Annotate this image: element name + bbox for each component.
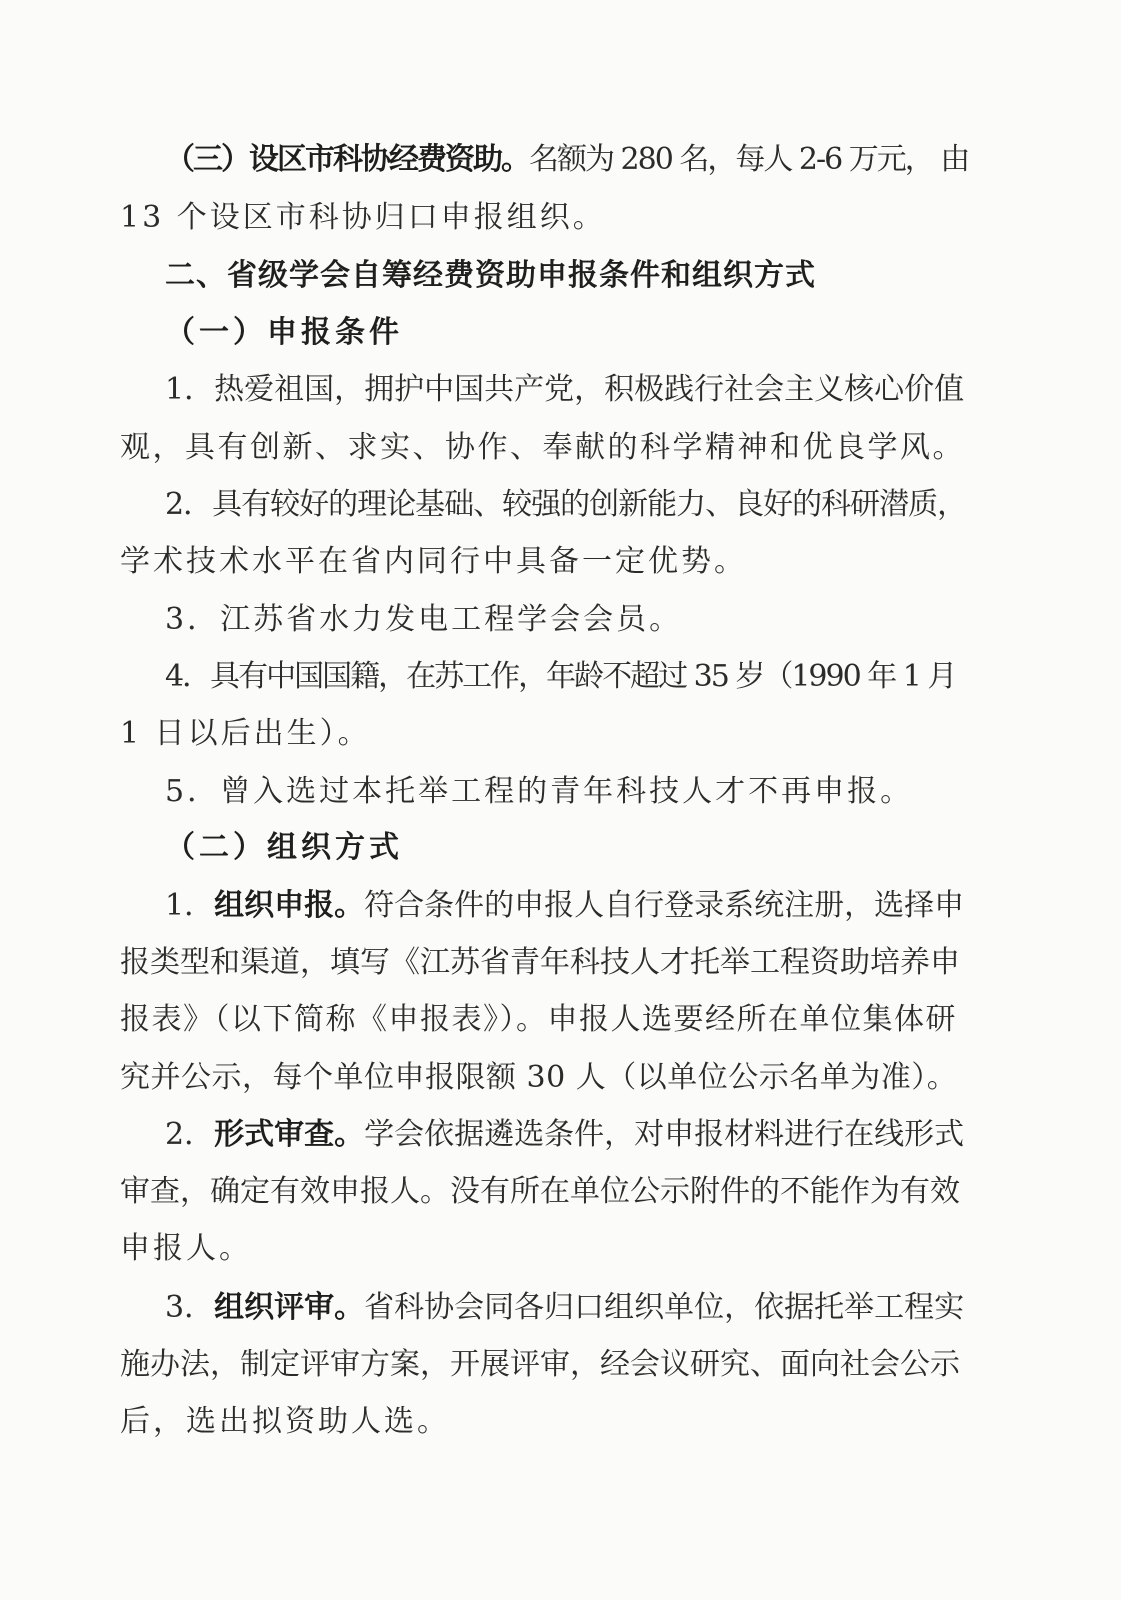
section3-label: （三）设区市科协经费资助。 bbox=[165, 142, 529, 177]
org-item-2-line1 bbox=[165, 1115, 964, 1155]
condition-item-4-line2: 1 日以后出生）。 bbox=[120, 716, 371, 751]
org-item-3-line2: 施办法，制定评审方案，开展评审，经会议研究、面向社会公示 bbox=[120, 1347, 960, 1382]
conditions-heading: （一）申报条件 bbox=[165, 315, 403, 350]
org-item-2-text: 学会依据遴选条件，对申报材料进行在线形式 bbox=[364, 1117, 965, 1152]
org-item-2-line3: 申报人。 bbox=[120, 1231, 252, 1266]
org-item-1-label: 组织申报。 bbox=[214, 888, 365, 923]
org-item-1-text: 符合条件的申报人自行登录系统注册，选择申 bbox=[364, 888, 965, 923]
org-item-1-line4: 究并公示，每个单位申报限额 30 人（以单位公示名单为准）。 bbox=[120, 1060, 958, 1095]
org-item-1-line3: 报表》（以下简称《申报表》）。申报人选要经所在单位集体研 bbox=[120, 1002, 957, 1037]
section-heading-2: 二、省级学会自筹经费资助申报条件和组织方式 bbox=[165, 258, 816, 293]
org-item-3-label: 组织评审。 bbox=[214, 1290, 365, 1325]
org-item-1-num: 1． bbox=[165, 888, 215, 923]
section3-line1 bbox=[165, 140, 968, 180]
org-item-3-line3: 后，选出拟资助人选。 bbox=[120, 1404, 450, 1439]
section3-line2: 13 个设区市科协归口申报组织。 bbox=[120, 200, 606, 235]
org-item-1-line1 bbox=[165, 886, 964, 926]
condition-item-4-line1: 4．具有中国国籍，在苏工作，年龄不超过 35 岁（1990 年 1 月 bbox=[165, 659, 956, 694]
org-item-3-num: 3． bbox=[165, 1290, 215, 1325]
org-item-3-line1 bbox=[165, 1288, 964, 1328]
condition-item-2-line2: 学术技术水平在省内同行中具备一定优势。 bbox=[120, 544, 747, 579]
condition-item-3: 3．江苏省水力发电工程学会会员。 bbox=[165, 602, 683, 637]
condition-item-1-line2: 观，具有创新、求实、协作、奉献的科学精神和优良学风。 bbox=[120, 430, 965, 465]
condition-item-5: 5．曾入选过本托举工程的青年科技人才不再申报。 bbox=[165, 774, 914, 809]
org-item-2-label: 形式审查。 bbox=[214, 1117, 365, 1152]
condition-item-2-line1: 2．具有较好的理论基础、较强的创新能力、良好的科研潜质， bbox=[165, 487, 967, 522]
organization-heading: （二）组织方式 bbox=[165, 830, 403, 865]
section3-text: 名额为 280 名，每人 2-6 万元， 由 bbox=[529, 142, 969, 177]
condition-item-1-line1: 1．热爱祖国，拥护中国共产党，积极践行社会主义核心价值 bbox=[165, 372, 965, 407]
org-item-1-line2: 报类型和渠道，填写《江苏省青年科技人才托举工程资助培养申 bbox=[120, 945, 960, 980]
org-item-3-text: 省科协会同各归口组织单位，依据托举工程实 bbox=[364, 1290, 965, 1325]
org-item-2-num: 2． bbox=[165, 1117, 215, 1152]
org-item-2-line2: 审查，确定有效申报人。没有所在单位公示附件的不能作为有效 bbox=[120, 1174, 960, 1209]
